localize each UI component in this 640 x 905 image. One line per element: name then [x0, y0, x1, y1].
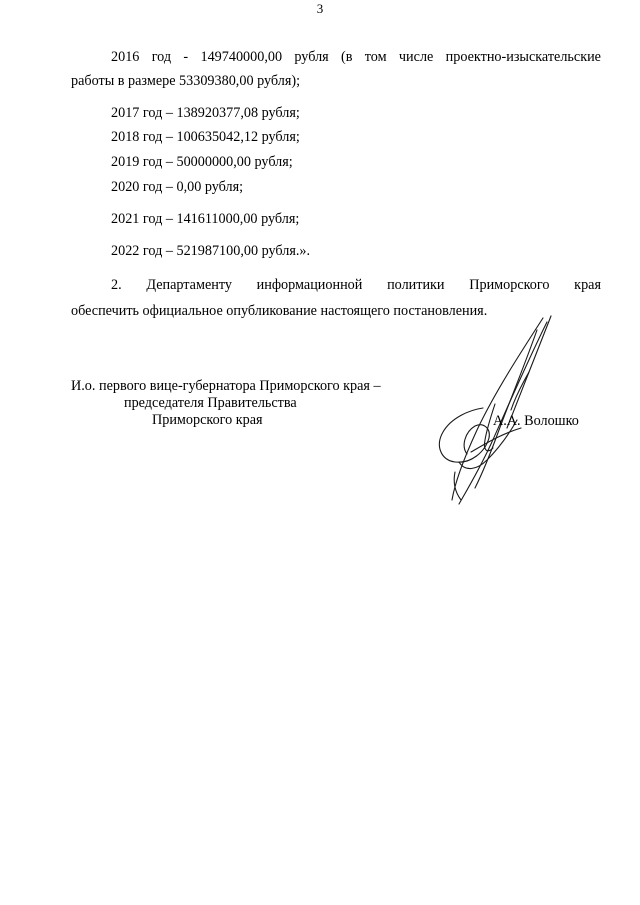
- signatory-title-line3: Приморского края: [152, 412, 263, 428]
- page-number: 3: [316, 1, 324, 16]
- signatory-name: А.А. Волошко: [493, 413, 579, 429]
- funding-2022: 2022 год – 521987100,00 рубля.».: [111, 243, 311, 259]
- item2-line1: 2. Департаменту информационной политики Приморского края: [111, 277, 601, 293]
- funding-2017: 2017 год – 138920377,08 рубля;: [111, 105, 300, 121]
- funding-2016-line2: работы в размере 53309380,00 рубля);: [71, 73, 301, 89]
- signatory-title-line1: И.о. первого вице-губернатора Приморского края –: [71, 378, 381, 394]
- funding-2021: 2021 год – 141611000,00 рубля;: [111, 211, 300, 227]
- signatory-title-line2: председателя Правительства: [124, 395, 297, 411]
- funding-2018: 2018 год – 100635042,12 рубля;: [111, 129, 300, 145]
- funding-2016-line1: 2016 год - 149740000,00 рубля (в том числе проектно-изыскательские: [111, 49, 601, 65]
- funding-2019: 2019 год – 50000000,00 рубля;: [111, 154, 293, 170]
- item2-line2: обеспечить официальное опубликование настоящего постановления.: [71, 303, 488, 319]
- funding-2020: 2020 год – 0,00 рубля;: [111, 179, 244, 195]
